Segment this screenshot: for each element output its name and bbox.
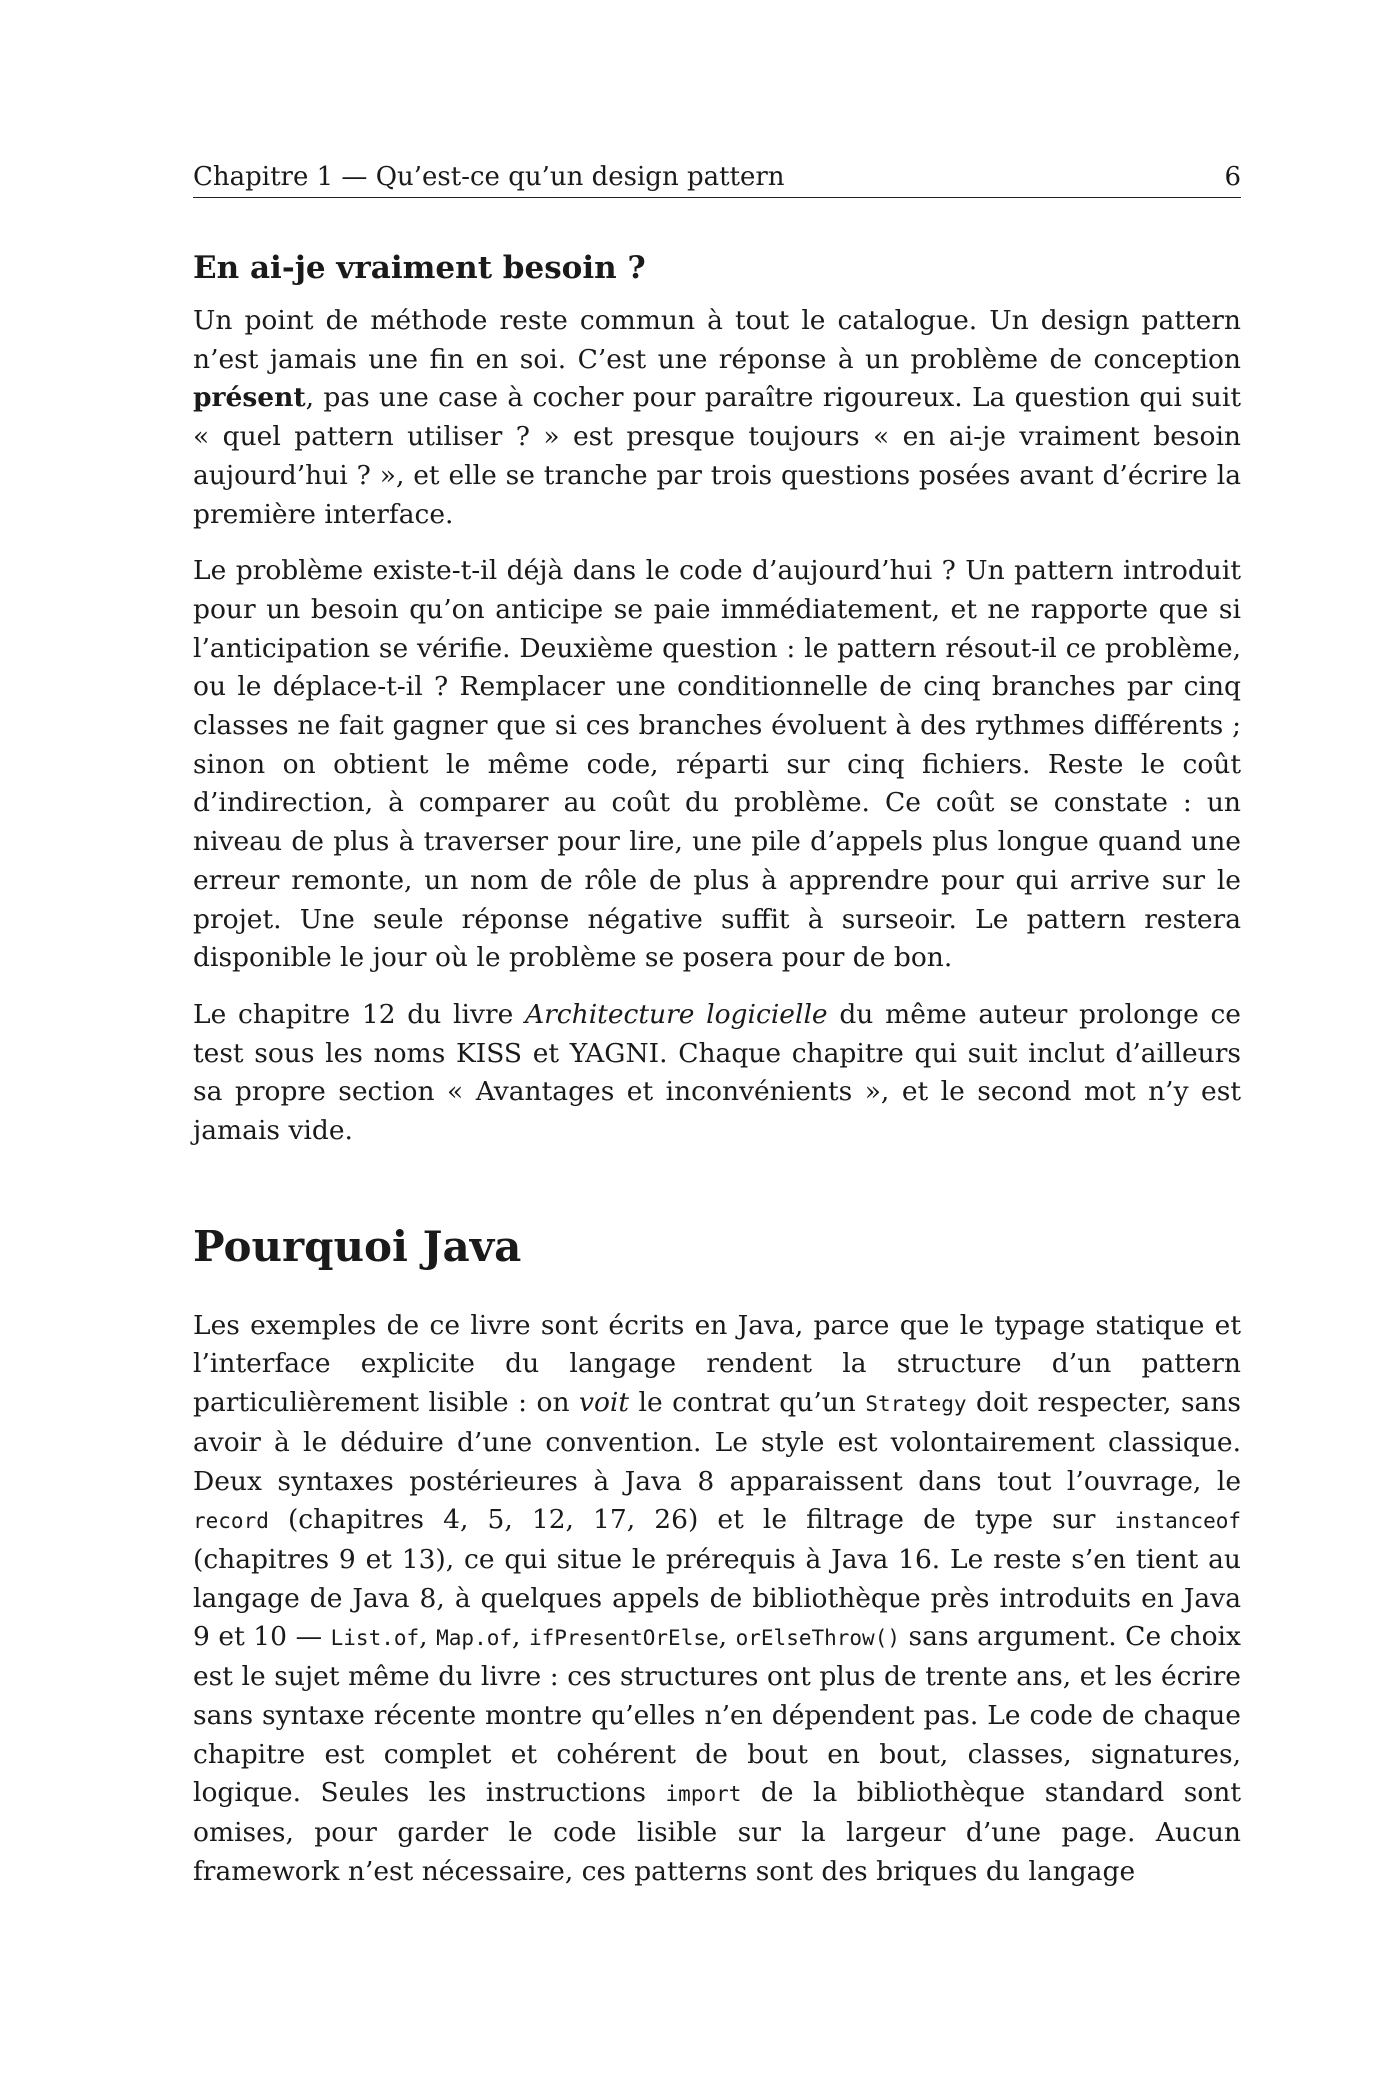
text-run: , [419, 1621, 437, 1653]
bold-term: présent [193, 382, 306, 414]
text-run: Les exemples de ce livre sont écrits en Java, parce que le typage statique et l’interface explicite du langage rendent la structure d’un pattern particulièrement lisible : on [193, 1309, 1241, 1419]
book-title: Architecture logicielle [524, 998, 828, 1030]
subsection-heading-besoin: En ai-je vraiment besoin ? [193, 250, 646, 286]
text-run: (chapitres 9 et 13), ce qui situe le prérequis à Java 16. Le reste s’en tient au langage de Java 8, à quelques appels de bibliothèque près introduits en Java 9 et 10 — [193, 1543, 1241, 1653]
paragraph-besoin-3 [193, 996, 1241, 1151]
text-run: le contrat qu’un [629, 1387, 866, 1419]
document-page [193, 160, 1241, 1909]
text-run: doit respecter, sans avoir à le déduire d’une convention. Le style est volontairement classique. Deux syntaxes postérieures à Java 8 apparaissent dans tout l’ouvrage, le [193, 1387, 1242, 1497]
chapter-title: Chapitre 1 — Qu’est-ce qu’un design pattern [193, 162, 785, 192]
running-header [193, 160, 1241, 198]
paragraph-besoin-1 [193, 302, 1241, 534]
code-instanceof: instanceof [1114, 1509, 1241, 1534]
code-map-of: Map.of [436, 1626, 512, 1651]
text-run: de la bibliothèque standard sont omises, pour garder le code lisible sur la largeur d’une page. Aucun framework n’est nécessaire, ces patterns sont des briques du langage [193, 1777, 1241, 1887]
page-number: 6 [1224, 162, 1241, 192]
code-orelsethrow: orElseThrow() [735, 1626, 900, 1651]
text-run: Un point de méthode reste commun à tout le catalogue. Un design pattern n’est jamais une fin en soi. C’est une réponse à un problème de conception [193, 305, 1241, 375]
code-strategy: Strategy [865, 1392, 967, 1417]
text-run: , [512, 1621, 529, 1653]
code-record: record [193, 1509, 269, 1534]
text-run: Le chapitre 12 du livre [193, 998, 525, 1030]
code-list-of: List.of [330, 1626, 420, 1651]
text-run: , [718, 1621, 736, 1653]
code-import: import [665, 1782, 742, 1807]
text-run: (chapitres 4, 5, 12, 17, 26) et le filtrage de type sur [268, 1504, 1115, 1536]
section-heading-java: Pourquoi Java [193, 1221, 522, 1271]
text-run: , pas une case à cocher pour paraître rigoureux. La question qui suit « quel pattern utiliser ? » est presque toujours « en ai-je vraiment besoin aujourd’hui ? », et elle se tranche par trois questions posées avant d’écrire la première interface. [193, 382, 1241, 530]
text-run: sans argument. Ce choix est le sujet même du livre : ces structures ont plus de trente ans, et les écrire sans syntaxe récente montre qu’elles n’en dépendent pas. Le code de chaque chapitre est complet et cohérent de bout en bout, classes, signatures, logique. Seules les instructions [193, 1621, 1241, 1809]
code-ifpresentorelse: ifPresentOrElse [528, 1626, 719, 1651]
text-run: du même auteur prolonge ce test sous les noms KISS et YAGNI. Chaque chapitre qui suit inclut d’ailleurs sa propre section « Avantages et inconvénients », et le second mot n’y est jamais vide. [193, 998, 1241, 1147]
paragraph-java-1 [193, 1307, 1241, 1892]
paragraph-besoin-2: Le problème existe-t-il déjà dans le code d’aujourd’hui ? Un pattern introduit pour un besoin qu’on anticipe se paie immédiatement, et ne rapporte que si l’anticipation se vérifie. Deuxième question : le pattern résout-il ce problème, ou le déplace-t-il ? Remplacer une conditionnelle de cinq branches par cinq classes ne fait gagner que si ces branches évoluent à des rythmes différents ; sinon on obtient le même code, réparti sur cinq fichiers. Reste le coût d’indirection, à comparer au coût du problème. Ce coût se constate : un niveau de plus à traverser pour lire, une pile d’appels plus longue quand une erreur remonte, un nom de rôle de plus à apprendre pour qui arrive sur le projet. Une seule réponse négative suffit à surseoir. Le pattern restera disponible le jour où le problème se posera pour de bon. [193, 555, 1241, 974]
emphasis-voit: voit [579, 1387, 630, 1419]
